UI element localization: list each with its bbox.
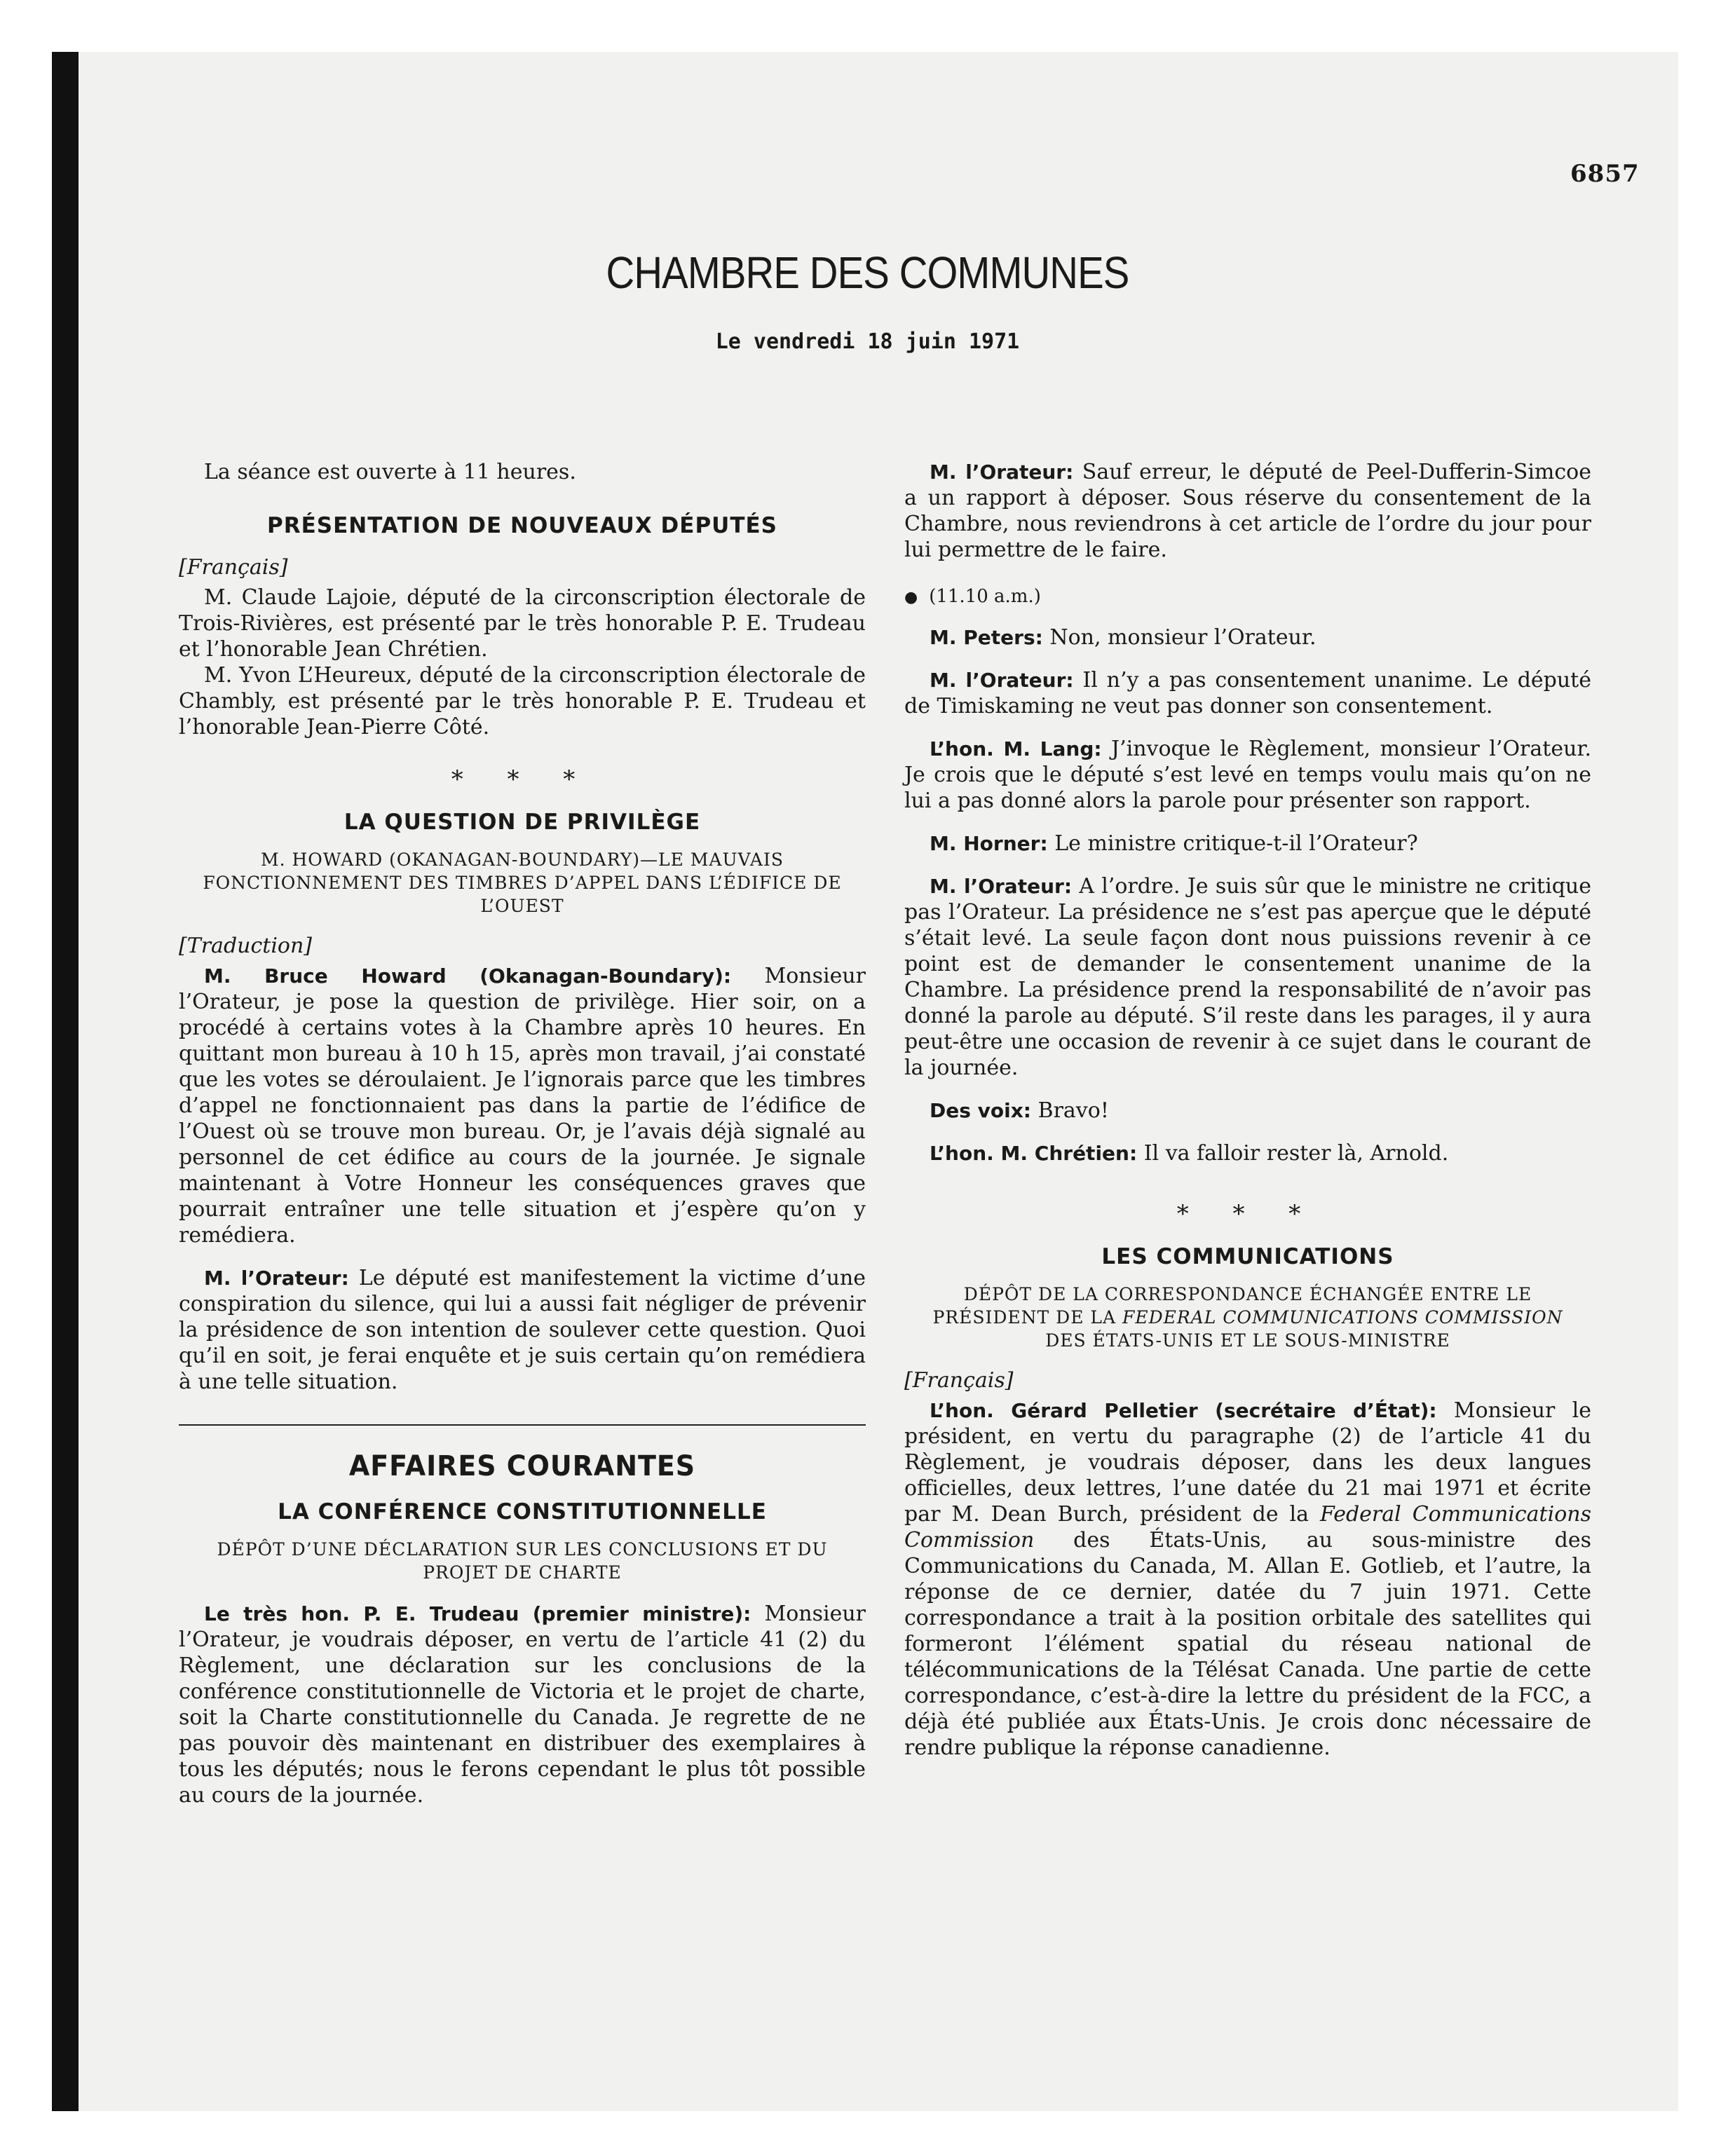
language-marker: [Traduction] (179, 934, 313, 958)
speaker-name: M. Peters: (930, 626, 1043, 649)
language-marker: [Français] (904, 1368, 1014, 1393)
section-separator: * * * (451, 765, 594, 793)
speaker-name: L’hon. M. Lang: (930, 737, 1102, 760)
heading-constitutional-conference: LA CONFÉRENCE CONSTITUTIONNELLE (278, 1499, 767, 1524)
left-column (179, 459, 866, 1808)
speaker-name: Le très hon. P. E. Trudeau (premier ministre): (204, 1602, 751, 1625)
speech-trudeau (179, 1601, 866, 1808)
speech-text: Monsieur l’Orateur, je voudrais déposer, en vertu de l’article 41 (2) du Règlement, une déclaration sur les conclusions de la conférence constitutionnelle de Victoria et le projet de charte, soit la Charte constitutionnelle du Canada. Je regrette de ne pas pouvoir dès maintenant en distribuer des exemplaires à tous les députés; nous le ferons cependant le plus tôt possible au cours de la journée. (179, 1602, 866, 1808)
subheading-part: DÉPÔT DE LA CORRESPONDANCE ÉCHANGÉE ENTRE LE PRÉSIDENT DE LA (932, 1284, 1532, 1328)
speech-text: Bravo! (1031, 1098, 1109, 1123)
speech-horner (904, 831, 1591, 857)
heading-privilege: LA QUESTION DE PRIVILÈGE (343, 810, 701, 835)
speaker-name: M. Bruce Howard (Okanagan-Boundary): (204, 964, 732, 988)
opening-statement: La séance est ouverte à 11 heures. (204, 460, 576, 484)
speech-chretien (904, 1140, 1591, 1166)
subheading-charter: DÉPÔT D’UNE DÉCLARATION SUR LES CONCLUSIONS ET DU PROJET DE CHARTE (217, 1539, 828, 1583)
binding-edge (52, 52, 79, 2111)
speech-text: Il va falloir rester là, Arnold. (1137, 1141, 1449, 1166)
subheading-part: DES ÉTATS-UNIS ET LE SOUS-MINISTRE (1045, 1330, 1450, 1351)
speech-text: Monsieur le président, en vertu du paragraphe (2) de l’article 41 du Règlement, je voudrais déposer, dans les deux langues officielles, deux lettres, l’une datée du 21 mai 1971 et écrite par M. Dean Burch, président de la (904, 1398, 1591, 1527)
paragraph-lheureux: M. Yvon L’Heureux, député de la circonscription électorale de Chambly, est présenté par le très honorable P. E. Trudeau et l’honorable Jean-Pierre Côté. (179, 663, 866, 739)
speech-voices (904, 1098, 1591, 1124)
speech-howard (179, 963, 866, 1248)
page-number: 6857 (1570, 160, 1640, 188)
heading-communications: LES COMMUNICATIONS (1101, 1244, 1394, 1269)
speaker-name: Des voix: (930, 1099, 1031, 1122)
right-column (904, 459, 1591, 1761)
bullet-icon: ● (904, 589, 918, 606)
timestamp (904, 584, 1591, 610)
sitting-date: Le vendredi 18 juin 1971 (715, 329, 1020, 354)
speech-text: J’invoque le Règlement, monsieur l’Orateur. Je crois que le député s’est levé en temps voulu mais qu’on ne lui a pas donné alors la parole pour présenter son rapport. (904, 737, 1591, 813)
speech-text: Il n’y a pas consentement unanime. Le député de Timiskaming ne veut pas donner son consentement. (904, 668, 1591, 718)
speech-pelletier (904, 1398, 1591, 1761)
speech-text: A l’ordre. Je suis sûr que le ministre ne critique pas l’Orateur. La présidence ne s’est pas aperçue que le député s’était levé. La seule façon dont nous puissions revenir à ce point est de demander le consentement unanime de la Chambre. La présidence prend la responsabilité de n’avoir pas donné la parole au député. S’il reste dans les parages, il y aura peut-être une occasion de revenir à ce sujet dans le courant de la journée. (904, 874, 1591, 1080)
paragraph-lajoie: M. Claude Lajoie, député de la circonscription électorale de Trois-Rivières, est présenté par le très honorable P. E. Trudeau et l’honorable Jean Chrétien. (179, 585, 866, 662)
section-separator: * * * (1176, 1200, 1319, 1228)
language-marker: [Français] (179, 555, 288, 580)
speech-peters (904, 625, 1591, 650)
speaker-name: M. Horner: (930, 832, 1048, 855)
speaker-name: M. l’Orateur: (204, 1267, 349, 1290)
speaker-name: M. l’Orateur: (930, 875, 1073, 898)
speech-speaker (904, 459, 1591, 563)
subheading-howard: M. HOWARD (OKANAGAN-BOUNDARY)—LE MAUVAIS FONCTIONNEMENT DES TIMBRES D’APPEL DANS L’ÉDIFICE DE L’OUEST (203, 850, 842, 916)
speech-text: Le ministre critique-t-il l’Orateur? (1047, 831, 1418, 856)
heading-new-members: PRÉSENTATION DE NOUVEAUX DÉPUTÉS (266, 513, 777, 538)
speech-text: Monsieur l’Orateur, je pose la question de privilège. Hier soir, on a procédé à certains votes à la Chambre après 10 heures. En quittant mon bureau à 10 h 15, après mon travail, j’ai constaté que les votes se déroulaient. Je l’ignorais parce que les timbres d’appel ne fonctionnaient pas dans la partie de l’édifice de l’Ouest où se trouve mon bureau. Or, je l’avais déjà signalé au personnel de cet édifice au cours de la journée. Je signale maintenant à Votre Honneur les conséquences graves que pourrait entraîner une telle situation et j’espère qu’on y remédiera. (179, 964, 866, 1248)
page-title: CHAMBRE DES COMMUNES (606, 247, 1129, 298)
subheading-italic: FEDERAL COMMUNICATIONS COMMISSION (1122, 1307, 1563, 1328)
speech-speaker (179, 1265, 866, 1395)
subheading-correspondence (911, 1283, 1584, 1352)
speaker-name: L’hon. M. Chrétien: (930, 1142, 1138, 1165)
speech-text: Non, monsieur l’Orateur. (1042, 625, 1316, 650)
speaker-name: L’hon. Gérard Pelletier (secrétaire d’État): (930, 1399, 1437, 1422)
speech-italic: Federal Communications Commission (904, 1502, 1591, 1553)
speech-text: Sauf erreur, le député de Peel-Dufferin-Simcoe a un rapport à déposer. Sous réserve du consentement de la Chambre, nous reviendrons à cet article de l’ordre du jour pour lui permettre de le faire. (904, 460, 1591, 562)
speaker-name: M. l’Orateur: (930, 460, 1074, 484)
speaker-name: M. l’Orateur: (930, 669, 1074, 692)
heading-routine-proceedings: AFFAIRES COURANTES (348, 1450, 696, 1482)
speech-speaker (904, 873, 1591, 1081)
section-divider (179, 1424, 866, 1426)
speech-text: Le député est manifestement la victime d’une conspiration du silence, qui lui a aussi fait négliger de prévenir la présidence de son intention de soulever cette question. Quoi qu’il en soit, je ferai enquête et je suis certain qu’on remédiera à une telle situation. (179, 1266, 866, 1394)
speech-lang (904, 736, 1591, 814)
speech-text: des États-Unis, au sous-ministre des Communications du Canada, M. Allan E. Gotlieb, et l’autre, la réponse de ce dernier, datée du 7 juin 1971. Cette correspondance a trait à la position orbitale des satellites qui formeront l’élément spatial du réseau national de télécommunications de la Télésat Canada. Une partie de cette correspondance, c’est-à-dire la lettre du président de la FCC, a déjà été publiée aux États-Unis. Je crois donc nécessaire de rendre publique la réponse canadienne. (904, 1528, 1591, 1760)
timestamp-text: (11.10 a.m.) (929, 586, 1041, 607)
speech-speaker (904, 667, 1591, 719)
